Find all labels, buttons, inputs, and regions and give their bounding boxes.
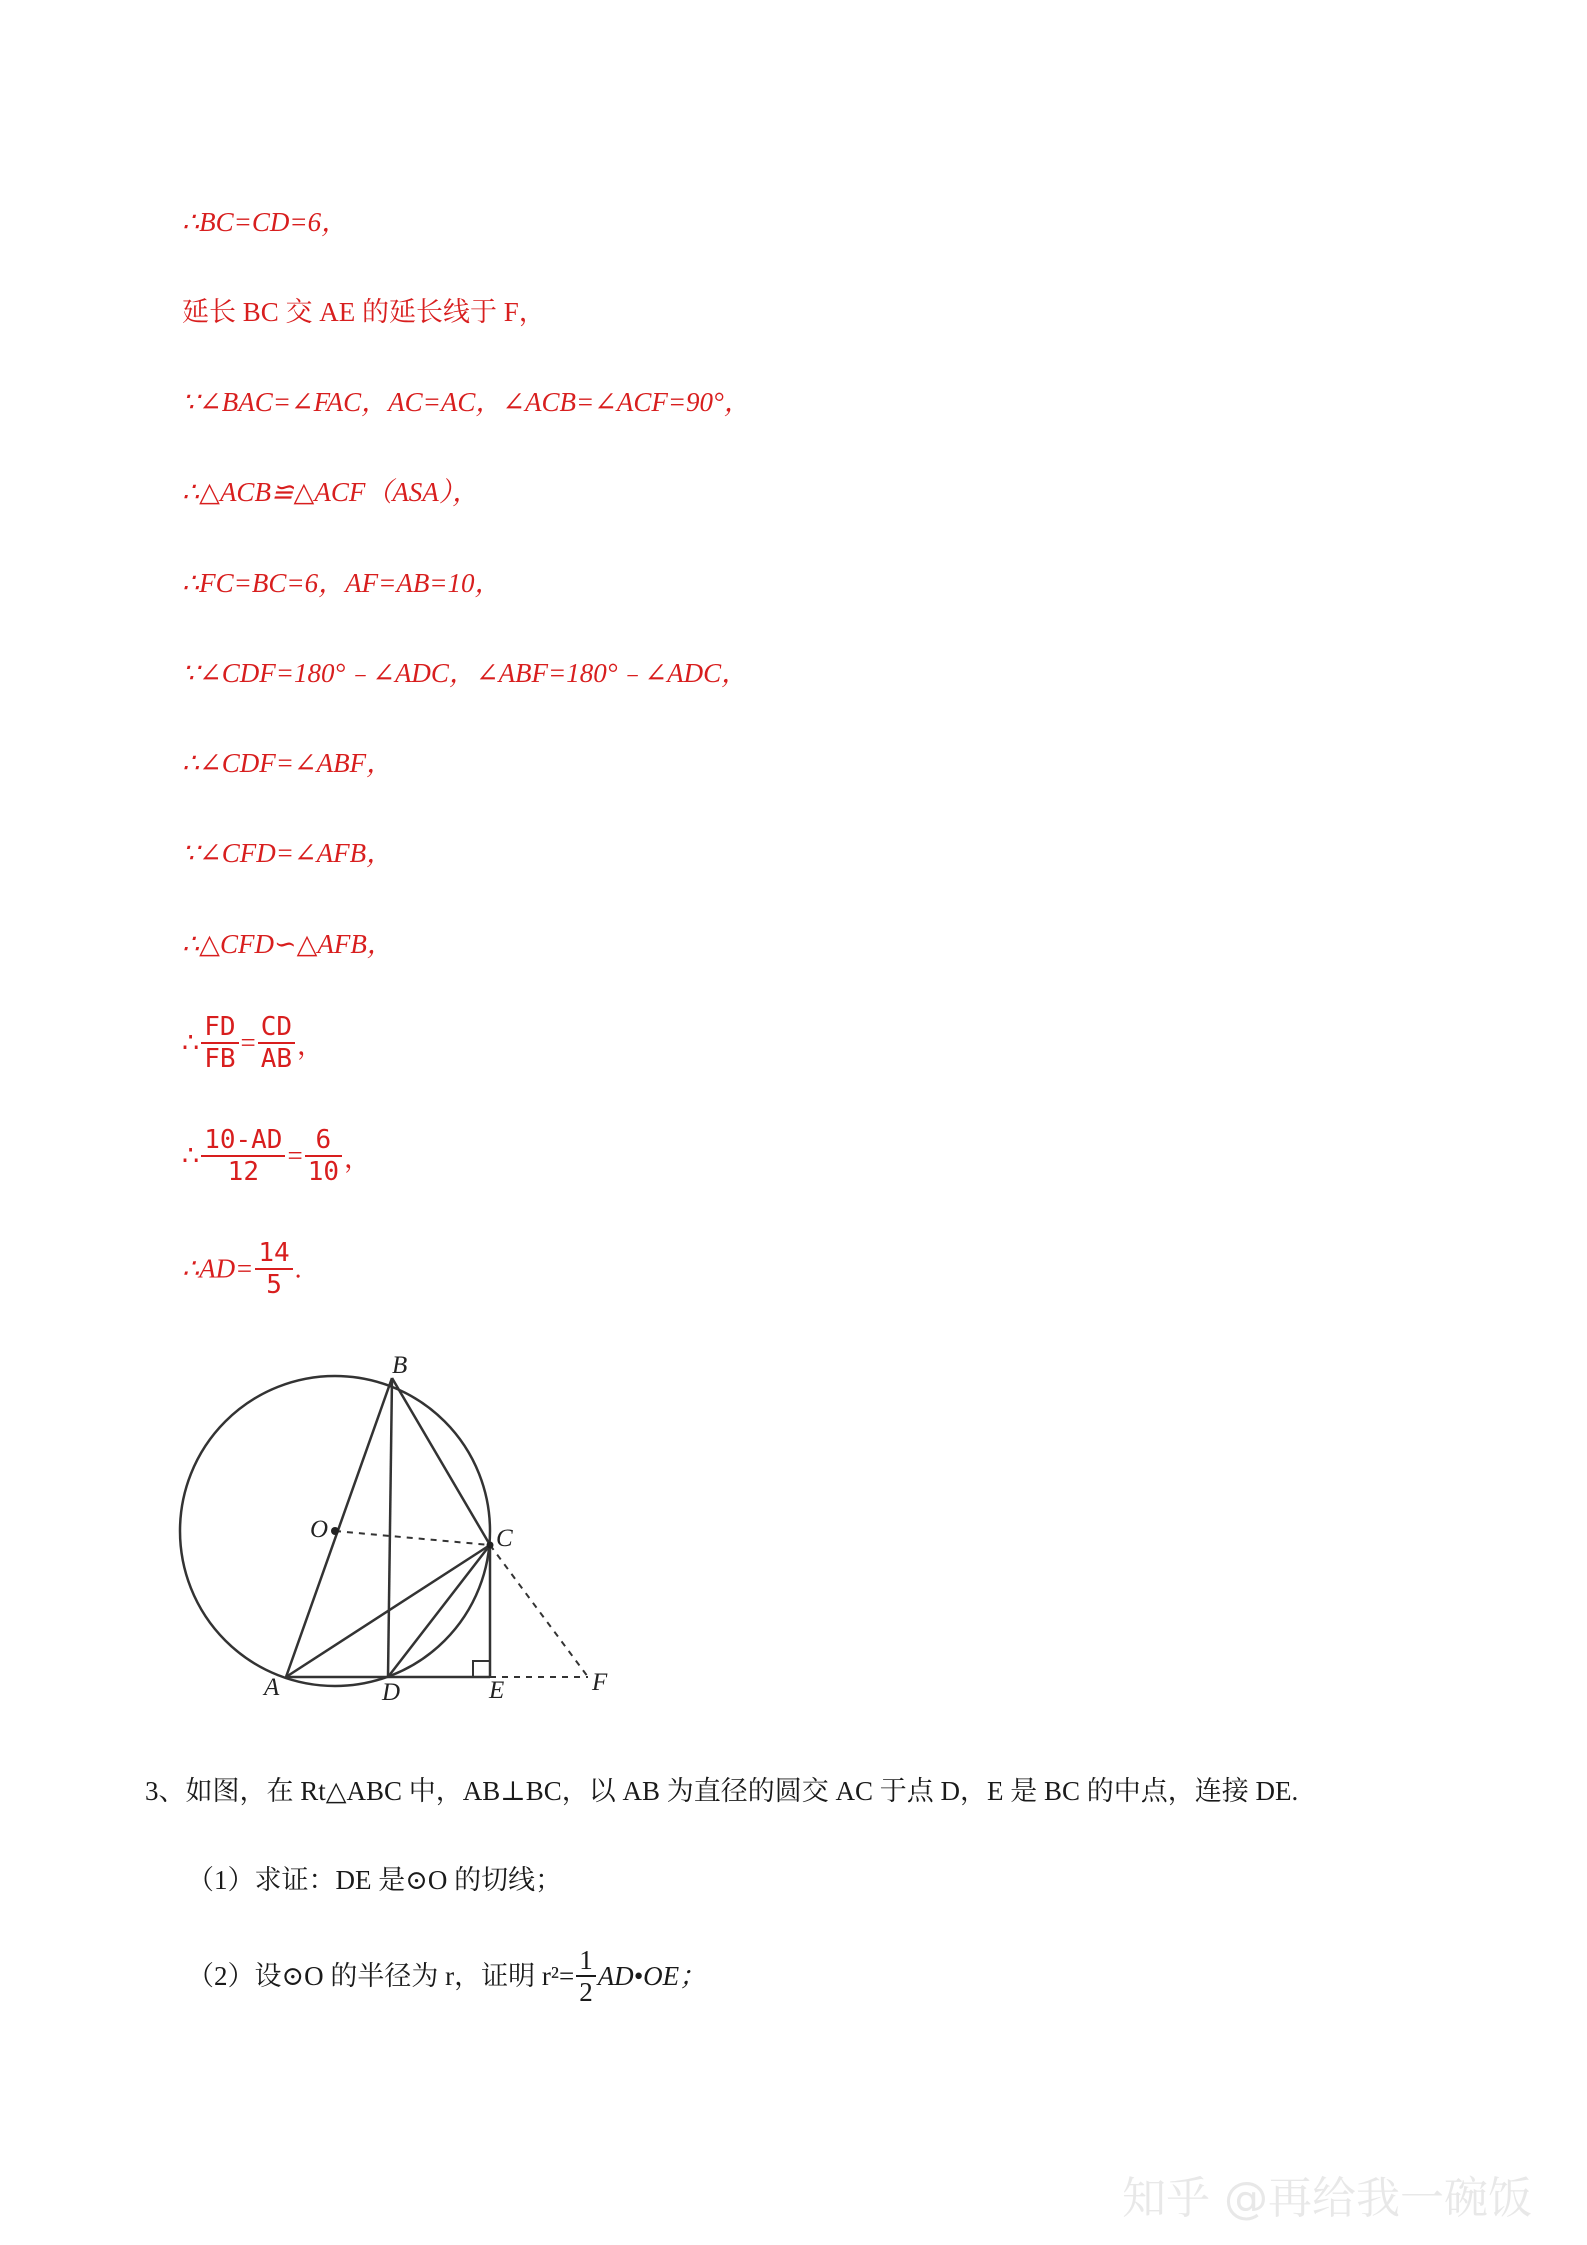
fraction-6-10 xyxy=(305,1125,342,1187)
solution-line-9: ∴△CFD∽△AFB， xyxy=(182,929,394,959)
numerator: CD xyxy=(258,1012,295,1044)
denominator: 2 xyxy=(579,1977,593,2007)
segment-oc-dashed xyxy=(335,1531,490,1545)
therefore-symbol: ∴ xyxy=(182,1027,200,1058)
numerator: FD xyxy=(201,1012,238,1044)
label-o: O xyxy=(310,1516,329,1543)
part-2-tail: AD•OE； xyxy=(597,1961,707,1991)
solution-line-8: ∵∠CFD=∠AFB， xyxy=(182,838,394,868)
fraction-line-3 xyxy=(182,1238,301,1300)
point-o xyxy=(331,1527,339,1535)
segment-cf-dashed xyxy=(490,1545,588,1677)
solution-line-5: ∴FC=BC=6，AF=AB=10， xyxy=(182,568,502,598)
right-angle-mark xyxy=(473,1661,490,1677)
denominator: FB xyxy=(204,1044,236,1074)
solution-line-7: ∴∠CDF=∠ABF， xyxy=(182,748,394,778)
denominator: 12 xyxy=(227,1157,259,1187)
watermark: 知乎 @再给我一碗饭 xyxy=(1122,2173,1532,2224)
numerator: 14 xyxy=(255,1238,292,1270)
geometry-figure xyxy=(170,1355,630,1715)
period: . xyxy=(294,1253,302,1284)
numerator: 10-AD xyxy=(201,1125,285,1157)
segment-bd xyxy=(388,1378,392,1677)
part-2-lead: （2）设⊙O 的半径为 r，证明 r²= xyxy=(187,1961,575,1991)
label-c: C xyxy=(496,1525,513,1552)
comma: ， xyxy=(344,1143,372,1174)
denominator: AB xyxy=(260,1044,293,1074)
label-b: B xyxy=(392,1355,408,1379)
label-a: A xyxy=(264,1674,280,1701)
fraction-line-2 xyxy=(182,1125,371,1187)
solution-line-3: ∵∠BAC=∠FAC，AC=AC，∠ACB=∠ACF=90°， xyxy=(182,387,751,417)
segment-dc xyxy=(388,1545,490,1677)
denominator: 5 xyxy=(266,1270,282,1300)
fraction-one-half xyxy=(576,1945,596,2007)
denominator: 10 xyxy=(307,1157,340,1187)
fraction-fd-fb xyxy=(201,1012,238,1074)
numerator: 6 xyxy=(305,1125,342,1157)
solution-line-2: 延长 BC 交 AE 的延长线于 F， xyxy=(182,297,546,327)
segment-ab xyxy=(286,1378,392,1677)
solution-line-1: ∴BC=CD=6， xyxy=(182,207,349,237)
fraction-cd-ab xyxy=(258,1012,295,1074)
question-3-stem: 3、如图，在 Rt△ABC 中，AB⊥BC，以 AB 为直径的圆交 AC 于点 D，E 是 BC 的中点，连接 DE. xyxy=(145,1776,1299,1806)
point-c xyxy=(487,1542,494,1549)
therefore-symbol: ∴ xyxy=(182,1140,200,1171)
numerator: 1 xyxy=(576,1945,596,1977)
solution-line-6: ∵∠CDF=180°﹣∠ADC，∠ABF=180°﹣∠ADC， xyxy=(182,658,749,688)
label-f: F xyxy=(592,1669,608,1696)
comma: ， xyxy=(297,1030,325,1061)
equals-sign: = xyxy=(240,1027,256,1058)
fraction-line-1 xyxy=(182,1012,324,1074)
question-3-part-2 xyxy=(187,1945,706,2007)
label-d: D xyxy=(382,1679,401,1706)
segment-bc xyxy=(392,1378,490,1545)
fraction-14-5 xyxy=(255,1238,292,1300)
label-e: E xyxy=(489,1677,505,1704)
fraction-10-ad-12 xyxy=(201,1125,285,1187)
question-3-part-1: （1）求证：DE 是⊙O 的切线； xyxy=(187,1865,563,1895)
ad-equals: ∴AD= xyxy=(182,1253,254,1284)
equals-sign: = xyxy=(287,1140,303,1171)
solution-line-4: ∴△ACB≌△ACF（ASA）， xyxy=(182,477,480,507)
